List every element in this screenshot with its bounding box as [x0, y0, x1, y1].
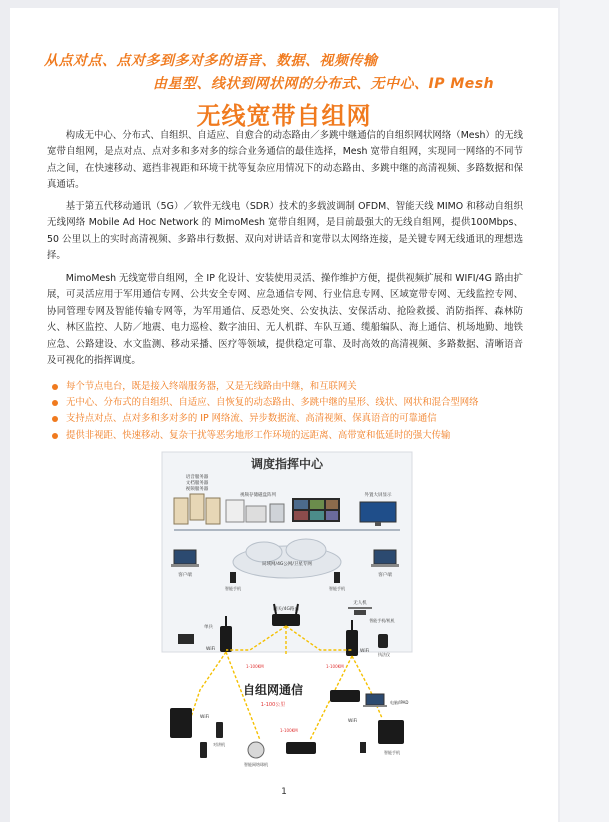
smartphone-label: 智能手机	[384, 750, 400, 755]
client-label-left: 客户端	[178, 573, 192, 578]
bodycam-label: 执法仪	[378, 652, 390, 657]
wifi-label: WiFi	[348, 719, 358, 724]
feature-item: 每个节点电台，既是接入终端服务器，又是无线路由中继，和互联网关	[52, 379, 532, 395]
paragraph-applications: MimoMesh 无线宽带自组网，全 IP 化设计、安装使用灵活、操作维护方便，提供视频扩展和 WIFI/4G 路由扩展，可灵活应用于军用通信专网、公共安全专网、应急通信专网、行业信息专网、区域宽带专网、无线监控专网、协同管理专网及智能传输专网等，为军用通信、反恐处突、公安执法、安保活动、抢险救援、消防指挥、森林防火、林区监控、人防／地震、电力巡检、数字油田、无人机群、车队互通、缆船编队、海上通信、机场地勤、地铁应急、公路建设、水文监测、移动采播、医疗等领域，提供稳定可靠、及时高效的高清视频、多路数据、清晰语音及可视化的指挥调度。	[47, 273, 523, 367]
drone-phone-label: 智能手机/机机	[369, 618, 395, 623]
bullet-dot-icon	[52, 384, 58, 390]
smartphone-label: 智能手机	[329, 586, 345, 591]
bodycam-icon	[378, 634, 388, 648]
distance-label: 1-100KM	[280, 728, 298, 733]
radio-icon	[200, 742, 207, 758]
router-label: 网关/4G路由	[273, 607, 299, 612]
page-number: 1	[281, 787, 287, 797]
feature-item: 无中心、分布式的自组织、自适应、自恢复的动态路由、多跳中继的星形、线状、网状和混合型网络	[52, 395, 532, 411]
smartphone-icon	[360, 742, 366, 753]
camera-label: 智能网络球机	[244, 762, 268, 767]
wifi-label: WiFi	[360, 649, 370, 654]
feature-item: 支持点对点、点对多和多对多的 IP 网络流、异步数据流、高清视频、保真语音的可靠通信	[52, 411, 532, 427]
smartphone-icon	[230, 572, 236, 583]
radio-icon	[216, 722, 223, 738]
laptop-icon	[363, 694, 387, 707]
display-label: 外置大屏显示	[364, 493, 392, 498]
client-laptop-icon	[171, 550, 199, 567]
bullet-dot-icon	[52, 433, 58, 439]
network-diagram	[160, 450, 414, 772]
smartphone-icon	[334, 572, 340, 583]
mesh-radio-icon	[330, 690, 360, 702]
server-label-2: 文档服务器	[185, 481, 209, 486]
server-label-3: 视频服务器	[185, 487, 209, 492]
manpack-label: 单兵	[204, 625, 213, 630]
mesh-radio-icon	[378, 720, 404, 744]
monitor-icon	[360, 502, 396, 526]
document-page	[10, 8, 558, 822]
mesh-radio-icon	[170, 708, 192, 738]
feature-list	[52, 379, 532, 444]
bullet-dot-icon	[52, 400, 58, 406]
feature-item: 提供非视距、快速移动、复杂干扰等恶劣地形工作环境的远距离、高带宽和低延时的强大传输	[52, 428, 532, 444]
document-title: 无线宽带自组网	[196, 102, 372, 130]
command-center-title: 调度指挥中心	[250, 457, 324, 471]
paragraph-intro: 构成无中心、分布式、自组织、自适应、自愈合的动态路由／多跳中继通信的自组织网状网络（Mesh）的无线宽带自组网，是点对点、点对多和多对多的综合业务通信的最佳选择，Mesh 宽带自组网，实现同一网络的不同节点之间，在快速移动、遮挡非视距和环境干扰等复杂应用情况下的动态路由、多跳中继的高清视频、多路数据和保真通话。	[47, 130, 523, 191]
slogan-line-1: 从点对点、点对多到多对多的语音、数据、视频传输	[44, 53, 378, 69]
adhoc-title: 自组网通信	[242, 683, 304, 697]
distance-label: 1-100KM	[246, 664, 264, 669]
camera-icon	[178, 634, 194, 644]
wifi-label: WiFi	[206, 647, 216, 652]
ptz-camera-icon	[248, 742, 264, 758]
smartphone-label: 智能手机	[225, 586, 241, 591]
client-laptop-icon	[371, 550, 399, 567]
paragraph-technology: 基于第五代移动通讯（5G）／软件无线电（SDR）技术的多载波调制 OFDM、智能天线 MIMO 和移动自组织无线网络 Mobile Ad Hoc Network 的 MimoMesh 宽带自组网，是目前最强大的无线自组网，提供100Mbps、50 公里以上的实时高清视频、多路串行数据、双向对讲话音和宽带以太网络连接，是关键专网无线通讯的理想选择。	[47, 201, 523, 262]
cloud-label: 局域网/4G公网/卫星专网	[262, 562, 312, 567]
uav-label: 无人机	[353, 601, 367, 606]
storage-label: 视频存储磁盘阵列	[240, 493, 276, 498]
laptop-label: 电脑/IPAD	[390, 700, 409, 705]
server-label-1: 语音服务器	[185, 475, 209, 480]
adhoc-subtitle: 1-100公里	[260, 702, 286, 708]
client-label-right: 客户端	[378, 573, 392, 578]
server-rack-icon	[174, 494, 220, 524]
radio-label: 对讲机	[213, 742, 225, 747]
wifi-label: WiFi	[200, 715, 210, 720]
viewer-side-rail	[560, 0, 609, 822]
distance-label: 1-100KM	[326, 664, 344, 669]
slogan-line-2: 由星型、线状到网状网的分布式、无中心、IP Mesh	[153, 76, 495, 92]
video-wall-icon	[292, 498, 340, 522]
mesh-radio-icon	[286, 742, 316, 754]
bullet-dot-icon	[52, 416, 58, 422]
